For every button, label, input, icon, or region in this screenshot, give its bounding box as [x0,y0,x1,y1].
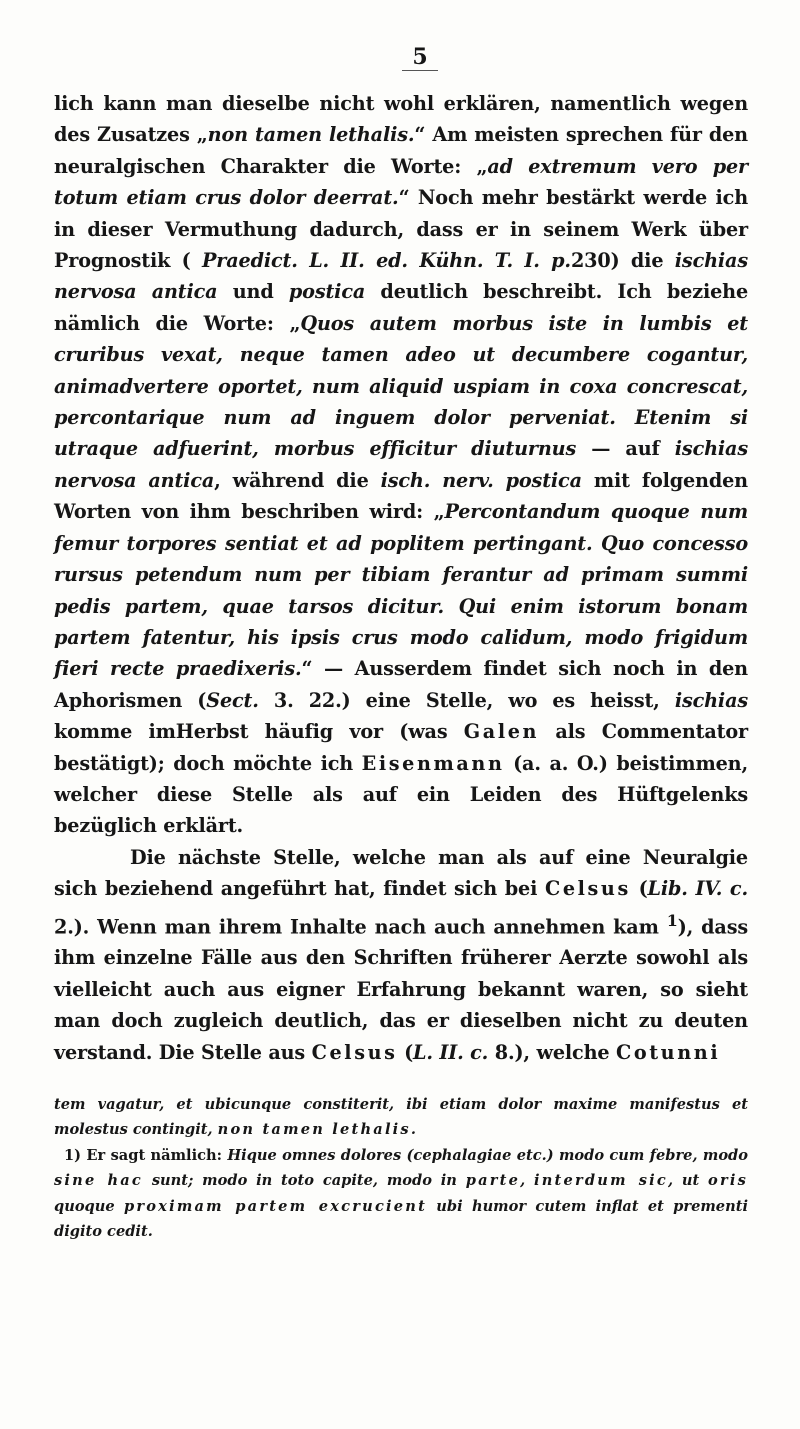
paragraph-2: Die nächste Stelle, welche man als auf eine Neuralgie sich beziehend angeführt hat, findet sich bei Celsus (Lib. IV. c. 2.). Wenn man ihrem Inhalte nach auch annehmen kam $^1$), dass ihm einzelne Fälle aus den Schriften früherer Aerzte sowohl als vielleicht auch aus eigner Erfahrung bekannt waren, so sieht man doch zugleich deutlich, das er dieselben nicht zu deuten verstand. Die Stelle aus Celsus (L. II. c. 8.), welche Cotunni [54,845,749,1064]
body-text [54,88,748,1068]
footnote-continuation: tem vagatur, et ubicunque constiterit, ibi etiam dolor maxime manifestus et molestus contingit, non tamen lethalis. [54,1095,748,1139]
footnote-1: 1) Er sagt nämlich: Hique omnes dolores (cephalagiae etc.) modo cum febre, modo sine hac sunt; modo in toto capite, modo in parte, interdum sic, ut oris quoque proximam partem excrucient ubi humor cutem inflat et prementi digito cedit. [54,1146,748,1241]
page-number: 5 [0,44,800,71]
paragraph-1: lich kann man dieselbe nicht wohl erklären, namentlich wegen des Zusatzes „non tamen lethalis.“ Am meisten sprechen für den neuralgischen Charakter die Worte: „ad extremum vero per totum etiam crus dolor deerrat.“ Noch mehr bestärkt werde ich in dieser Vermuthung dadurch, dass er in seinem Werk über Prognostik ( Praedict. L. II. ed. Kühn. T. I. p.230) die ischias nervosa antica und postica deutlich beschreibt. Ich beziehe nämlich die Worte: „Quos autem morbus iste in lumbis et cruribus vexat, neque tamen adeo ut decumbere cogantur, animadvertere oportet, num aliquid uspiam in coxa concrescat, percontarique num ad inguem dolor perveniat. Etenim si utraque adfuerint, morbus efficitur diuturnus — auf ischias nervosa antica, während die isch. nerv. postica mit folgenden Worten von ihm beschriben wird: „Percontandum quoque num femur torpores sentiat et ad poplitem pertingant. Quo concesso rursus petendum num per tibiam ferantur ad primam summi pedis partem, quae tarsos dicitur. Qui enim istorum bonam partem fatentur, his ipsis crus modo calidum, modo frigidum fieri recte praedixeris.“ — Ausserdem findet sich noch in den Aphorismen (Sect. 3. 22.) eine Stelle, wo es heisst, ischias komme imHerbst häufig vor (was Galen als Commentator bestätigt); doch möchte ich Eisenmann (a. a. O.) beistimmen, welcher diese Stelle als auf ein Leiden des Hüftgelenks bezüglich erklärt. [54,92,749,838]
footnotes [54,1092,748,1245]
